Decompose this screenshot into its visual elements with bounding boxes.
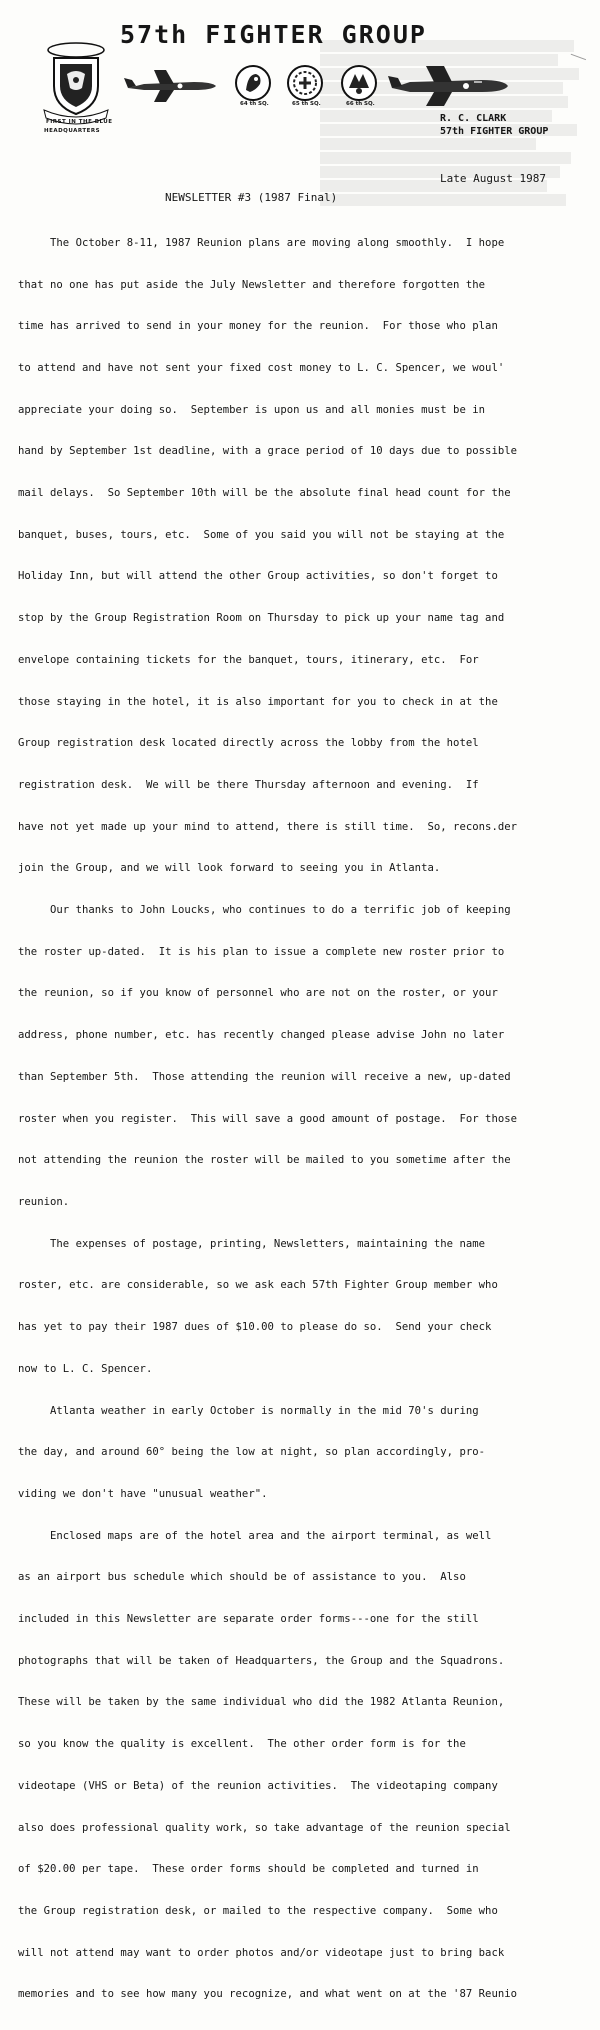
- group-title: 57th FIGHTER GROUP: [120, 20, 427, 49]
- body-line: reunion.: [18, 1195, 70, 1208]
- squadron-label-65: 65 th SQ.: [292, 101, 321, 107]
- body-line: appreciate your doing so. September is upon us and all monies must be in: [18, 403, 486, 416]
- body-line: the day, and around 60° being the low at night, so plan accordingly, pro-: [18, 1446, 486, 1459]
- body-line: envelope containing tickets for the banquet, tours, itinerary, etc. For: [18, 653, 479, 666]
- body-line: Holiday Inn, but will attend the other Group activities, so don't forget to: [18, 570, 498, 583]
- body-line: has yet to pay their 1987 dues of $10.00 to please do so. Send your check: [18, 1321, 492, 1334]
- body-line: viding we don't have "unusual weather".: [18, 1487, 268, 1500]
- squadron-crest-icon: [40, 40, 112, 122]
- body-line: These will be taken by the same individual who did the 1982 Atlanta Reunion,: [18, 1696, 505, 1709]
- newsletter-body: [18, 209, 598, 2030]
- 66th-squadron-emblem-icon: [340, 64, 378, 102]
- body-line: Atlanta weather in early October is normally in the mid 70's during: [18, 1404, 479, 1417]
- body-line: Enclosed maps are of the hotel area and the airport terminal, as well: [18, 1529, 492, 1542]
- body-line: of $20.00 per tape. These order forms should be completed and turned in: [18, 1863, 479, 1876]
- author-group: 57th FIGHTER GROUP: [440, 126, 549, 137]
- body-line: not attending the reunion the roster will be mailed to you sometime after the: [18, 1154, 511, 1167]
- headquarters-label: HEADQUARTERS: [44, 128, 101, 134]
- body-line: those staying in the hotel, it is also important for you to check in at the: [18, 695, 498, 708]
- body-line: so you know the quality is excellent. The other order form is for the: [18, 1738, 466, 1751]
- newsletter-title: NEWSLETTER #3 (1987 Final): [165, 191, 338, 204]
- newsletter-date: Late August 1987: [440, 172, 546, 185]
- body-line: than September 5th. Those attending the reunion will receive a new, up-dated: [18, 1070, 511, 1083]
- body-line: Our thanks to John Loucks, who continues to do a terrific job of keeping: [18, 904, 511, 917]
- body-line: included in this Newsletter are separate order forms---one for the still: [18, 1613, 479, 1626]
- body-line: videotape (VHS or Beta) of the reunion activities. The videotaping company: [18, 1779, 498, 1792]
- body-line: The October 8-11, 1987 Reunion plans are moving along smoothly. I hope: [18, 236, 505, 249]
- body-line: the roster up-dated. It is his plan to issue a complete new roster prior to: [18, 945, 505, 958]
- 64th-squadron-emblem-icon: [234, 64, 272, 102]
- author-block: [440, 112, 548, 138]
- body-line: address, phone number, etc. has recently changed please advise John no later: [18, 1029, 505, 1042]
- squadron-label-64: 64 th SQ.: [240, 101, 269, 107]
- body-line: time has arrived to send in your money for the reunion. For those who plan: [18, 320, 498, 333]
- body-line: now to L. C. Spencer.: [18, 1362, 153, 1375]
- body-line: have not yet made up your mind to attend, there is still time. So, recons.der: [18, 820, 518, 833]
- crest-motto: FIRST IN THE BLUE: [46, 119, 113, 125]
- body-line: as an airport bus schedule which should be of assistance to you. Also: [18, 1571, 466, 1584]
- body-line: registration desk. We will be there Thursday afternoon and evening. If: [18, 778, 479, 791]
- body-line: roster, etc. are considerable, so we ask each 57th Fighter Group member who: [18, 1279, 498, 1292]
- body-line: that no one has put aside the July Newsletter and therefore forgotten the: [18, 278, 486, 291]
- body-line: will not attend may want to order photos and/or videotape just to bring back: [18, 1946, 505, 1959]
- body-line: memories and to see how many you recognize, and what went on at the '87 Reunio: [18, 1988, 518, 2001]
- body-line: The expenses of postage, printing, Newsletters, maintaining the name: [18, 1237, 486, 1250]
- body-line: hand by September 1st deadline, with a grace period of 10 days due to possible: [18, 445, 518, 458]
- body-line: banquet, buses, tours, etc. Some of you said you will not be staying at the: [18, 528, 505, 541]
- author-name: R. C. CLARK: [440, 113, 507, 124]
- p40-aircraft-icon: [124, 66, 220, 106]
- body-line: to attend and have not sent your fixed cost money to L. C. Spencer, we woul': [18, 361, 505, 374]
- body-line: roster when you register. This will save a good amount of postage. For those: [18, 1112, 518, 1125]
- 65th-squadron-emblem-icon: [286, 64, 324, 102]
- body-line: mail delays. So September 10th will be the absolute final head count for the: [18, 487, 511, 500]
- body-line: the Group registration desk, or mailed to the respective company. Some who: [18, 1904, 498, 1917]
- body-line: stop by the Group Registration Room on Thursday to pick up your name tag and: [18, 612, 505, 625]
- body-line: also does professional quality work, so take advantage of the reunion special: [18, 1821, 511, 1834]
- body-line: join the Group, and we will look forward to seeing you in Atlanta.: [18, 862, 441, 875]
- squadron-label-66: 66 th SQ.: [346, 101, 375, 107]
- p47-aircraft-icon: [386, 64, 510, 108]
- body-line: photographs that will be taken of Headquarters, the Group and the Squadrons.: [18, 1654, 505, 1667]
- body-line: the reunion, so if you know of personnel who are not on the roster, or your: [18, 987, 498, 1000]
- body-line: Group registration desk located directly across the lobby from the hotel: [18, 737, 479, 750]
